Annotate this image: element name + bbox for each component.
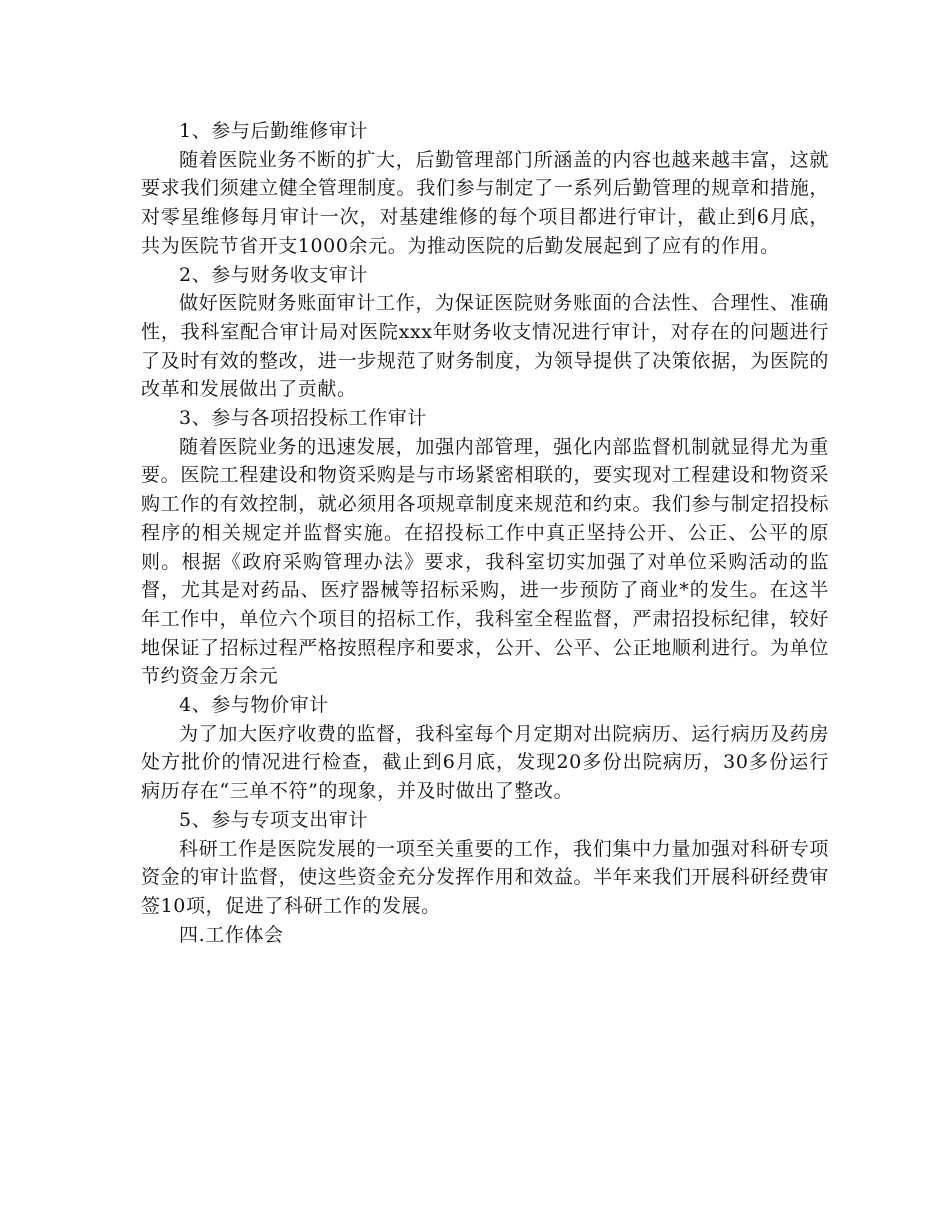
section-paragraph-5: 科研工作是医院发展的一项至关重要的工作，我们集中力量加强对科研专项资金的审计监督，使这些资金充分发挥作用和效益。半年来我们开展科研经费审签10项，促进了科研工作的发展。 (141, 837, 829, 917)
section-heading-2: 2、参与财务收支审计 (179, 263, 369, 286)
section-paragraph-3: 随着医院业务的迅速发展，加强内部管理，强化内部监督机制就显得尤为重要。医院工程建设和物资采购是与市场紧密相联的，要实现对工程建设和物资采购工作的有效控制，就必须用各项规章制度来规范和约束。我们参与制定招投标程序的相关规定并监督实施。在招投标工作中真正坚持公开、公正、公平的原则。根据《政府采购管理办法》要求，我科室切实加强了对单位采购活动的监督，尤其是对药品、医疗器械等招标采购，进一步预防了商业*的发生。在这半年工作中，单位六个项目的招标工作，我科室全程监督，严肃招投标纪律，较好地保证了招标过程严格按照程序和要求，公开、公平、公正地顺利进行。为单位节约资金万余元 (141, 435, 829, 688)
document-body (141, 117, 829, 949)
section-paragraph-2: 做好医院财务账面审计工作，为保证医院财务账面的合法性、合理性、准确性，我科室配合审计局对医院xxx年财务收支情况进行审计，对存在的问题进行了及时有效的整改，进一步规范了财务制度，为领导提供了决策依据，为医院的改革和发展做出了贡献。 (141, 292, 829, 401)
section-heading-3: 3、参与各项招投标工作审计 (179, 407, 427, 430)
section-paragraph-4: 为了加大医疗收费的监督，我科室每个月定期对出院病历、运行病历及药房处方批价的情况进行检查，截止到6月底，发现20多份出院病历，30多份运行病历存在“三单不符”的现象，并及时做出了整改。 (141, 722, 829, 803)
section-heading-1: 1、参与后勤维修审计 (179, 120, 369, 142)
section-paragraph-1: 随着医院业务不断的扩大，后勤管理部门所涵盖的内容也越来越丰富，这就要求我们须建立健全管理制度。我们参与制定了一系列后勤管理的规章和措施，对零星维修每月审计一次，对基建维修的每个项目都进行审计，截止到6月底，共为医院节省开支1000余元。为推动医院的后勤发展起到了应有的作用。 (141, 148, 829, 257)
closing-heading: 四.工作体会 (179, 923, 284, 946)
section-heading-5: 5、参与专项支出审计 (179, 808, 369, 831)
section-heading-4: 4、参与物价审计 (179, 694, 329, 717)
